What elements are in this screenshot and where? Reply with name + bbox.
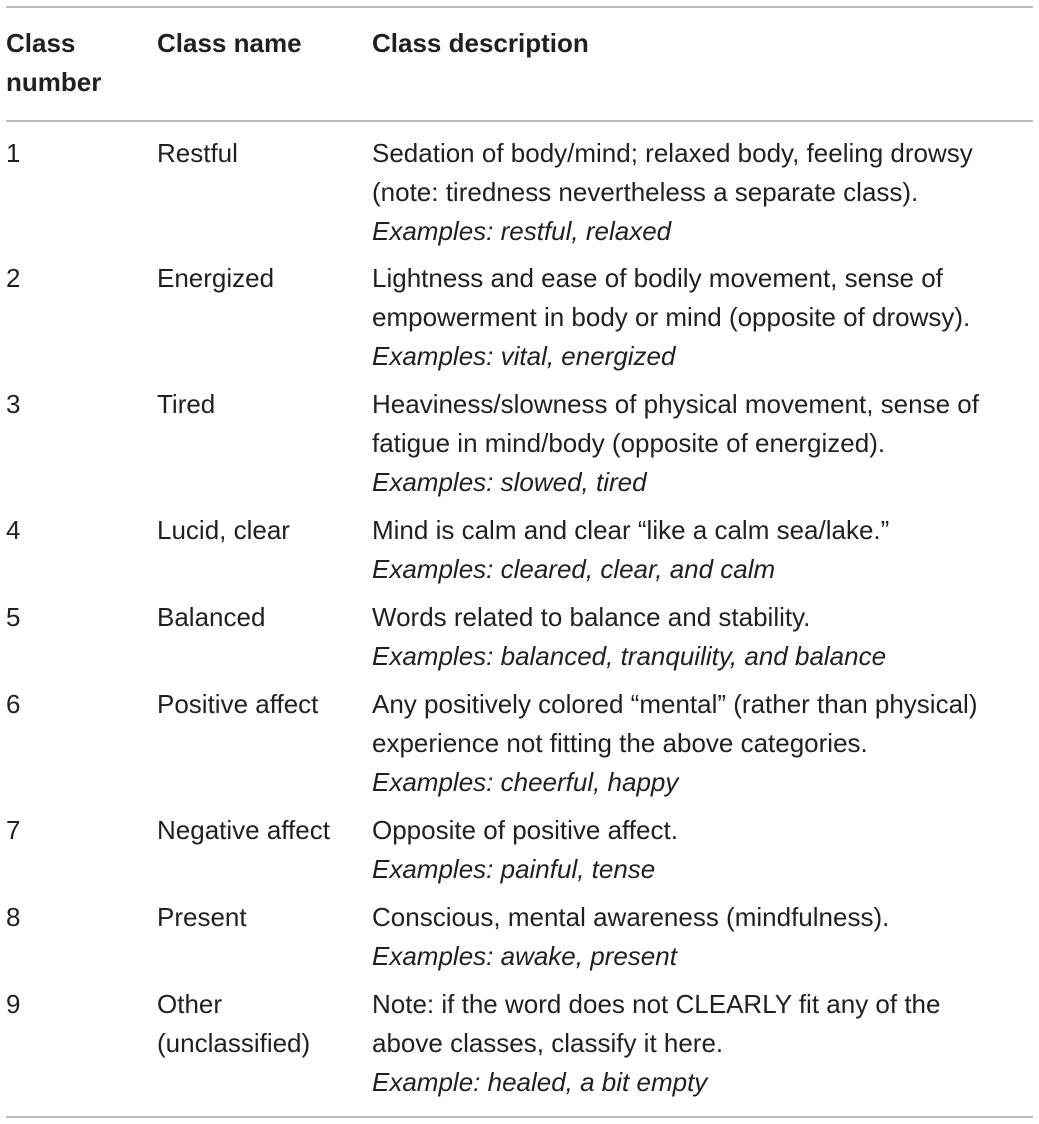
class-name: Positive affect (157, 689, 319, 719)
class-number: 5 (6, 602, 21, 632)
class-examples: Examples: cleared, clear, and calm (372, 554, 776, 584)
class-description: Note: if the word does not CLEARLY fit any of the above classes, classify it here. Example: healed, a bit empty (372, 985, 1037, 1102)
class-name: Balanced (157, 602, 266, 632)
class-number: 9 (6, 989, 21, 1019)
class-examples: Example: healed, a bit empty (372, 1067, 708, 1097)
class-description: Any positively colored “mental” (rather than physical) experience not fitting the above categories. Examples: cheerful, happy (372, 685, 1037, 802)
class-number: 7 (6, 815, 21, 845)
class-description: Heaviness/slowness of physical movement, sense of fatigue in mind/body (opposite of energized). Examples: slowed, tired (372, 385, 1037, 502)
class-examples: Examples: slowed, tired (372, 467, 647, 497)
header-class-description: Class description (372, 28, 589, 58)
class-name: Negative affect (157, 815, 330, 845)
class-description: Lightness and ease of bodily movement, sense of empowerment in body or mind (opposite of drowsy). Examples: vital, energized (372, 259, 1037, 376)
class-name: Energized (157, 263, 275, 293)
class-name: Lucid, clear (157, 515, 290, 545)
header-class-number: Class number (6, 28, 102, 97)
class-examples: Examples: awake, present (372, 941, 677, 971)
header-rule (6, 120, 1033, 122)
class-description: Mind is calm and clear “like a calm sea/lake.” Examples: cleared, clear, and calm (372, 511, 1037, 589)
class-number: 6 (6, 689, 21, 719)
class-examples: Examples: cheerful, happy (372, 767, 679, 797)
class-examples: Examples: restful, relaxed (372, 216, 672, 246)
class-name: Present (157, 902, 247, 932)
class-examples: Examples: vital, energized (372, 341, 676, 371)
class-number: 8 (6, 902, 21, 932)
class-number: 1 (6, 138, 21, 168)
table-bottom-rule (6, 1116, 1033, 1118)
class-name: Restful (157, 138, 238, 168)
class-name: Tired (157, 389, 216, 419)
class-name: Other (unclassified) (157, 989, 311, 1058)
class-description: Conscious, mental awareness (mindfulness). Examples: awake, present (372, 898, 1037, 976)
class-number: 2 (6, 263, 21, 293)
class-description: Opposite of positive affect. Examples: painful, tense (372, 811, 1037, 889)
class-description: Sedation of body/mind; relaxed body, feeling drowsy (note: tiredness nevertheless a separate class). Examples: restful, relaxed (372, 134, 1037, 251)
table-top-rule (6, 6, 1033, 8)
class-examples: Examples: balanced, tranquility, and balance (372, 641, 887, 671)
class-description: Words related to balance and stability. Examples: balanced, tranquility, and balance (372, 598, 1037, 676)
class-examples: Examples: painful, tense (372, 854, 656, 884)
class-number: 3 (6, 389, 21, 419)
class-number: 4 (6, 515, 21, 545)
header-class-name: Class name (157, 28, 302, 58)
